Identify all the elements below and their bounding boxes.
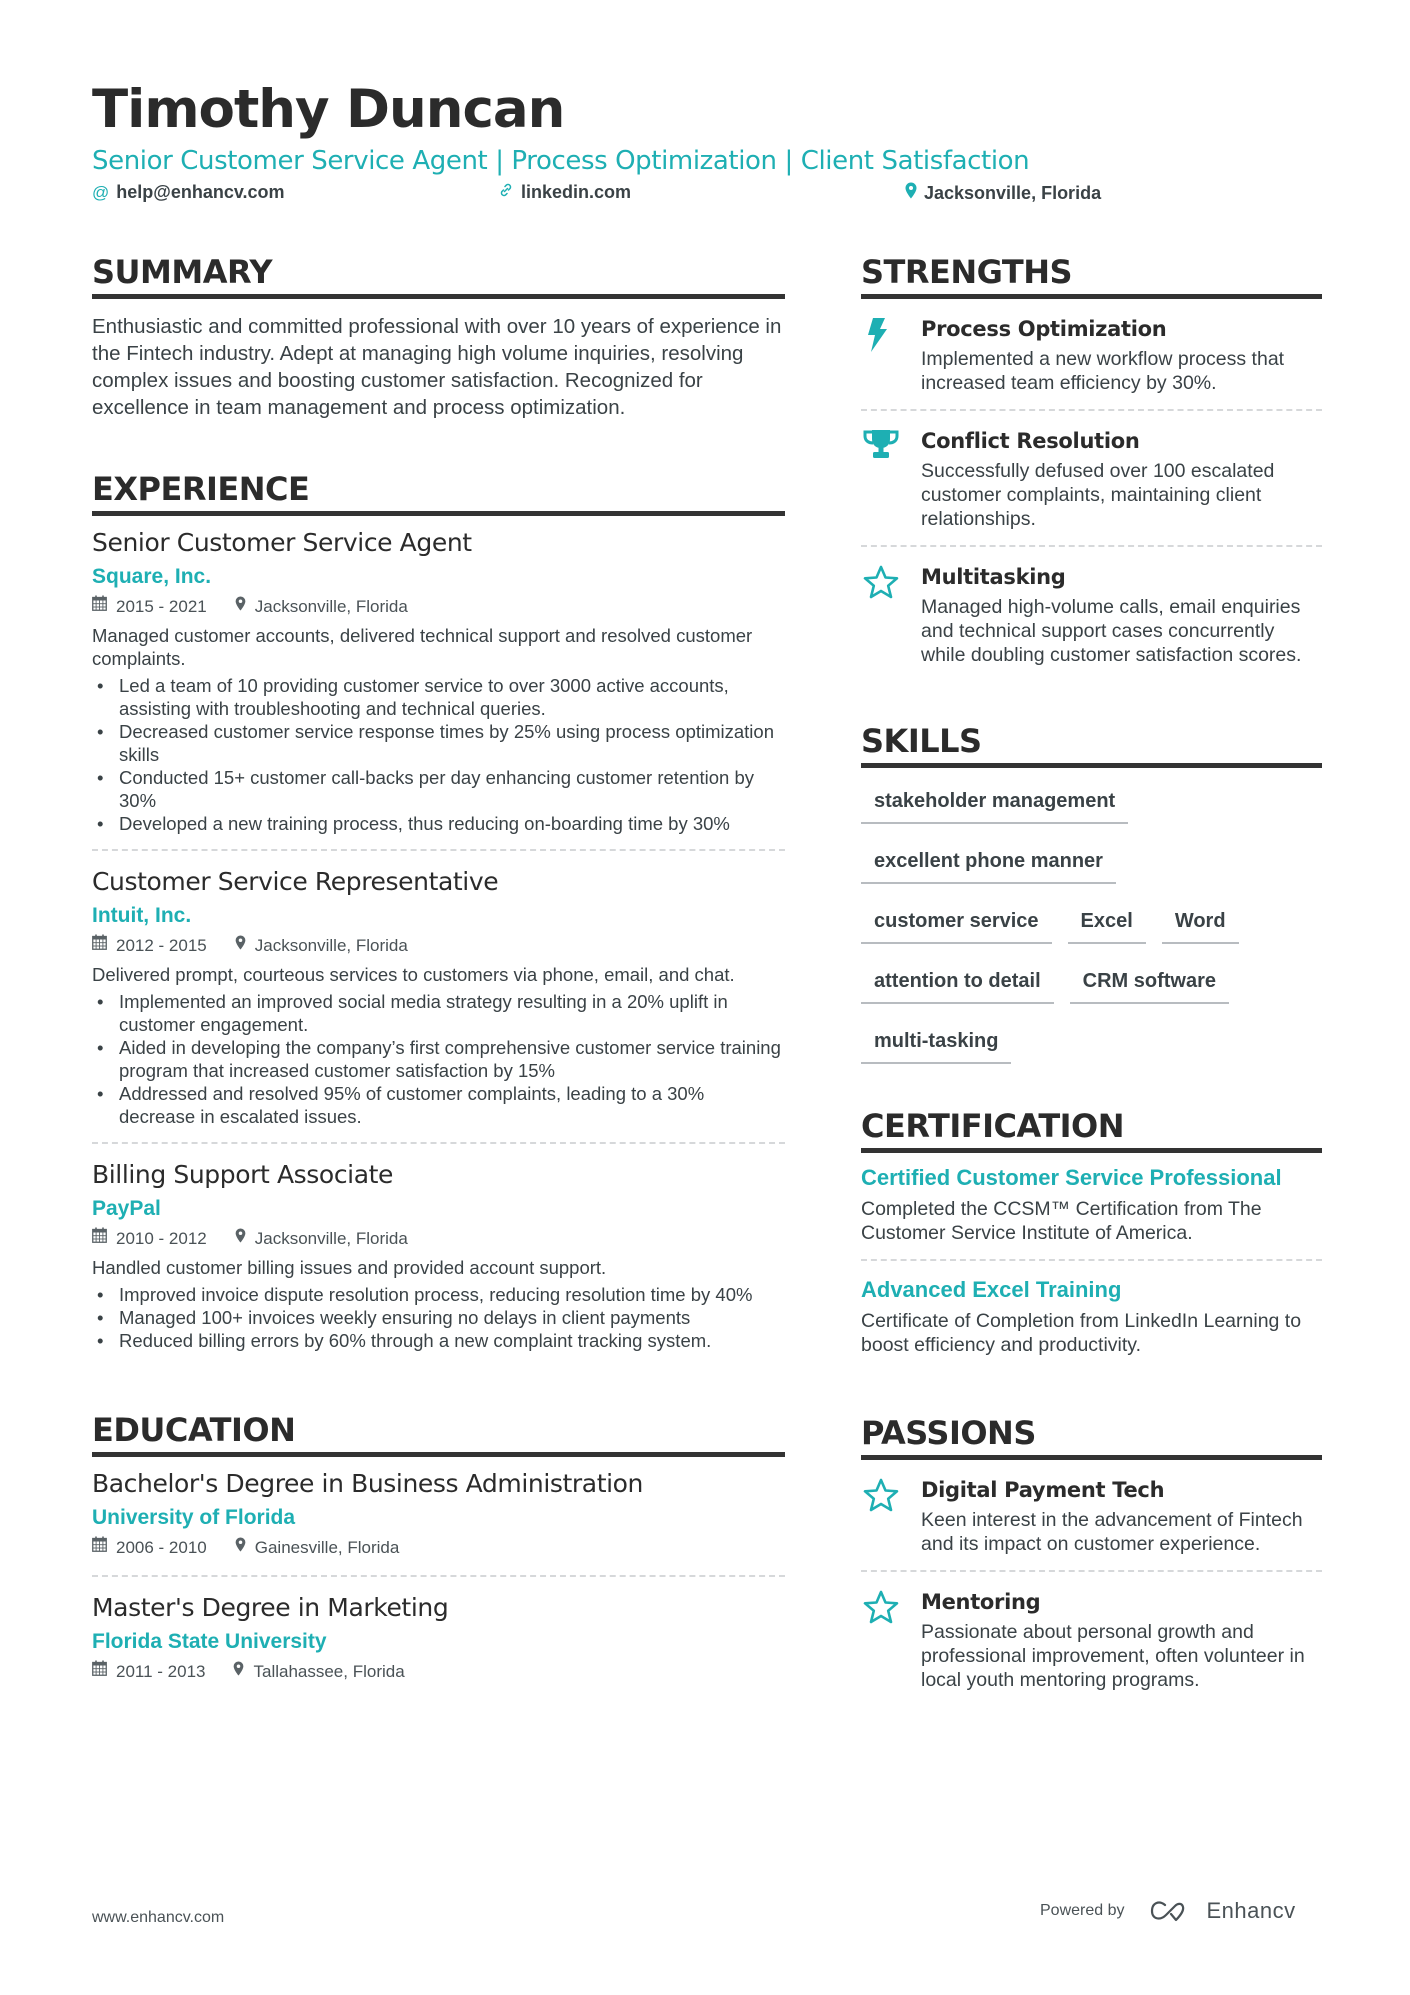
job-description: Handled customer billing issues and provided account support. [92, 1257, 607, 1278]
job-title: Billing Support Associate [92, 1160, 394, 1189]
achievement-item: • Led a team of 10 providing customer service to over 3000 active accounts, assisting with troubleshooting and technical queries. [92, 674, 785, 720]
certification-section [861, 1106, 1322, 1371]
section-title: EDUCATION [92, 1411, 296, 1449]
strength-item-title: Multitasking [921, 565, 1066, 589]
section-divider [861, 1455, 1322, 1460]
strength-item-title: Process Optimization [921, 317, 1167, 341]
date-range [92, 1226, 207, 1252]
date-text: 2010 - 2012 [116, 1229, 207, 1248]
passion-item-body [921, 1474, 1322, 1556]
location-text: Jacksonville, Florida [254, 597, 408, 616]
achievement-list [92, 1283, 785, 1352]
section-divider [92, 1452, 785, 1457]
education-entry [92, 1591, 785, 1699]
lightning-bolt-icon [861, 313, 921, 395]
location-text: Tallahassee, Florida [253, 1662, 405, 1681]
email-text: help@enhancv.com [116, 182, 285, 202]
strength-item [861, 425, 1322, 547]
passions-section [861, 1413, 1322, 1706]
section-divider [861, 1148, 1322, 1153]
degree-title: Master's Degree in Marketing [92, 1593, 449, 1622]
summary-section [92, 252, 785, 421]
certification-description: Certificate of Completion from LinkedIn Learning to boost efficiency and productivity. [861, 1310, 1302, 1356]
date-range [92, 1659, 205, 1685]
calendar-icon [92, 933, 107, 959]
section-title: PASSIONS [861, 1414, 1036, 1452]
passion-item-description: Keen interest in the advancement of Fintech and its impact on customer experience. [921, 1509, 1303, 1555]
trophy-icon [861, 425, 921, 531]
skills-list [861, 776, 1322, 1064]
certification-title: Certified Customer Service Professional [861, 1165, 1282, 1190]
star-icon [861, 561, 921, 667]
section-title: CERTIFICATION [861, 1107, 1125, 1145]
passion-item [861, 1586, 1322, 1706]
achievement-item: • Addressed and resolved 95% of customer complaints, leading to a 30% decrease in escalated issues. [92, 1082, 785, 1128]
calendar-icon [92, 594, 107, 620]
job-description: Delivered prompt, courteous services to customers via phone, email, and chat. [92, 964, 735, 985]
school-name: University of Florida [92, 1506, 296, 1529]
calendar-icon [92, 1535, 107, 1561]
contact-linkedin[interactable] [498, 182, 631, 203]
strength-item-title: Conflict Resolution [921, 429, 1140, 453]
achievement-item: • Conducted 15+ customer call-backs per day enhancing customer retention by 30% [92, 766, 785, 812]
footer-website[interactable]: www.enhancv.com [92, 1909, 225, 1926]
map-pin-icon [905, 182, 917, 204]
strength-item-body [921, 425, 1322, 531]
section-title: EXPERIENCE [92, 470, 310, 508]
achievement-list [92, 674, 785, 835]
date-range [92, 1535, 207, 1561]
contact-row [92, 182, 1322, 208]
section-title: SUMMARY [92, 253, 273, 291]
achievement-item: • Improved invoice dispute resolution process, reducing resolution time by 40% [92, 1283, 785, 1306]
map-pin-icon [233, 1659, 244, 1685]
map-pin-icon [235, 594, 246, 620]
contact-email[interactable] [92, 182, 285, 203]
footer-branding [1040, 1898, 1296, 1924]
location-text: Jacksonville, Florida [254, 936, 408, 955]
entry-meta [92, 1226, 785, 1252]
strength-item-description: Managed high-volume calls, email enquiries and technical support cases concurrently while doubling customer satisfaction scores. [921, 596, 1302, 666]
enhancv-logo[interactable] [1149, 1898, 1296, 1924]
map-pin-icon [235, 1535, 246, 1561]
section-divider [861, 763, 1322, 768]
skill-tag: excellent phone manner [861, 842, 1116, 884]
strength-item [861, 561, 1322, 681]
certification-entry [861, 1163, 1322, 1261]
section-divider [92, 511, 785, 516]
passion-item [861, 1474, 1322, 1572]
location-text: Jacksonville, Florida [924, 182, 1102, 203]
contact-location [905, 182, 1101, 204]
company-name: Square, Inc. [92, 565, 212, 588]
experience-entry [92, 865, 785, 1144]
skill-tag: CRM software [1070, 962, 1229, 1004]
location [235, 1226, 408, 1252]
experience-entry [92, 526, 785, 851]
candidate-headline: Senior Customer Service Agent | Process Optimization | Client Satisfaction [92, 146, 1030, 176]
passion-item-title: Mentoring [921, 1590, 1041, 1614]
star-icon [861, 1474, 921, 1556]
linkedin-text: linkedin.com [521, 182, 632, 202]
section-divider [92, 294, 785, 299]
strength-item-body [921, 561, 1322, 667]
education-entry [92, 1467, 785, 1577]
date-text: 2012 - 2015 [116, 936, 207, 955]
link-icon [498, 182, 514, 203]
resume-header [92, 78, 1322, 208]
degree-title: Bachelor's Degree in Business Administration [92, 1469, 644, 1498]
skill-tag: attention to detail [861, 962, 1054, 1004]
experience-section [92, 469, 785, 1366]
left-column [92, 252, 785, 1751]
star-icon [861, 1586, 921, 1692]
location [235, 1535, 400, 1561]
section-divider [861, 294, 1322, 299]
skill-tag: multi-tasking [861, 1022, 1011, 1064]
strength-item-body [921, 313, 1322, 395]
location [235, 933, 408, 959]
date-range [92, 933, 207, 959]
entry-meta [92, 1535, 785, 1561]
strength-item-description: Successfully defused over 100 escalated customer complaints, maintaining client relationships. [921, 460, 1275, 530]
section-title: STRENGTHS [861, 253, 1073, 291]
strength-item [861, 313, 1322, 411]
passion-item-body [921, 1586, 1322, 1692]
date-text: 2006 - 2010 [116, 1538, 207, 1557]
date-range [92, 594, 207, 620]
skill-tag: customer service [861, 902, 1052, 944]
brand-name: Enhancv [1206, 1898, 1296, 1923]
job-description: Managed customer accounts, delivered technical support and resolved customer complaints. [92, 625, 753, 669]
job-title: Customer Service Representative [92, 867, 499, 896]
school-name: Florida State University [92, 1630, 327, 1653]
map-pin-icon [235, 933, 246, 959]
achievement-item: • Developed a new training process, thus reducing on-boarding time by 30% [92, 812, 785, 835]
location-text: Jacksonville, Florida [254, 1229, 408, 1248]
skill-tag: Excel [1068, 902, 1146, 944]
strengths-section [861, 252, 1322, 681]
certification-title: Advanced Excel Training [861, 1277, 1122, 1302]
at-icon: @ [92, 182, 110, 202]
passion-item-title: Digital Payment Tech [921, 1478, 1165, 1502]
entry-meta [92, 1659, 785, 1685]
achievement-item: • Managed 100+ invoices weekly ensuring no delays in client payments [92, 1306, 785, 1329]
company-name: Intuit, Inc. [92, 904, 192, 927]
summary-text: Enthusiastic and committed professional with over 10 years of experience in the Fintech industry. Adept at managing high volume inquiries, resolving complex issues and boosting customer satisfaction. Recognized for excellence in team management and process optimization. [92, 315, 782, 419]
education-section [92, 1410, 785, 1699]
experience-entry [92, 1158, 785, 1366]
skills-section [861, 721, 1322, 1064]
enhancv-logo-icon [1149, 1899, 1197, 1923]
skill-tag: Word [1162, 902, 1239, 944]
achievement-item: • Reduced billing errors by 60% through a new complaint tracking system. [92, 1329, 785, 1352]
location [235, 594, 408, 620]
location [233, 1659, 404, 1685]
strength-item-description: Implemented a new workflow process that increased team efficiency by 30%. [921, 348, 1285, 394]
calendar-icon [92, 1659, 107, 1685]
achievement-list [92, 990, 785, 1128]
certification-entry [861, 1275, 1322, 1371]
map-pin-icon [235, 1226, 246, 1252]
achievement-item: • Aided in developing the company’s first comprehensive customer service training program that increased customer satisfaction by 15% [92, 1036, 785, 1082]
job-title: Senior Customer Service Agent [92, 528, 472, 557]
right-column [861, 252, 1322, 1758]
achievement-item: • Implemented an improved social media strategy resulting in a 20% uplift in customer engagement. [92, 990, 785, 1036]
company-name: PayPal [92, 1197, 161, 1220]
powered-by-label: Powered by [1040, 1902, 1125, 1919]
passion-item-description: Passionate about personal growth and professional improvement, often volunteer in local youth mentoring programs. [921, 1621, 1305, 1691]
achievement-item: • Decreased customer service response times by 25% using process optimization skills [92, 720, 785, 766]
entry-meta [92, 933, 785, 959]
date-text: 2011 - 2013 [116, 1662, 206, 1681]
certification-description: Completed the CCSM™ Certification from The Customer Service Institute of America. [861, 1198, 1262, 1244]
calendar-icon [92, 1226, 107, 1252]
date-text: 2015 - 2021 [116, 597, 207, 616]
location-text: Gainesville, Florida [254, 1538, 400, 1557]
entry-meta [92, 594, 785, 620]
section-title: SKILLS [861, 722, 982, 760]
skill-tag: stakeholder management [861, 782, 1128, 824]
candidate-name: Timothy Duncan [92, 79, 565, 140]
